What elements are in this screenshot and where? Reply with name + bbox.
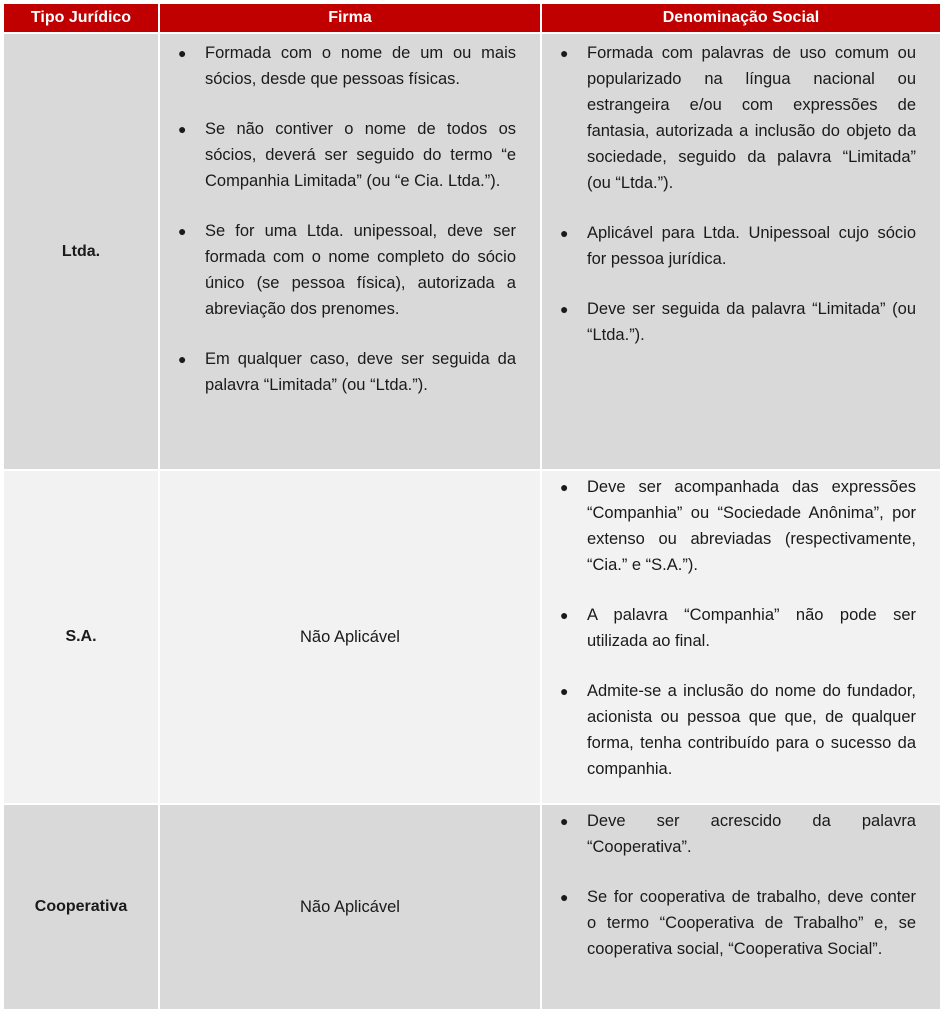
list-item-text: Formada com palavras de uso comum ou popularizado na língua nacional ou estrangeira e/ou com expressões de fantasia, autorizada a inclusão do objeto da sociedade, seguido da palavra “Limitada” (ou “Ltda.”). (587, 44, 916, 192)
header-tipo-juridico: Tipo Jurídico (4, 4, 160, 34)
bullet-icon: ● (178, 121, 187, 137)
list-item (160, 346, 540, 398)
list-item-text: Se não contiver o nome de todos os sócios, deverá ser seguido do termo “e Companhia Limitada” (ou “e Cia. Ltda.”). (205, 120, 516, 190)
list-item-text: Aplicável para Ltda. Unipessoal cujo sócio for pessoa jurídica. (587, 224, 916, 268)
list-item-text: Deve ser acompanhada das expressões “Companhia” ou “Sociedade Anônima”, por extenso ou abreviadas (respectivamente, “Cia.” e “S.A.”). (587, 478, 916, 574)
bullet-icon: ● (178, 351, 187, 367)
list-item (160, 40, 540, 92)
list-item-text: Deve ser acrescido da palavra “Cooperativa”. (587, 812, 916, 856)
header-row (4, 4, 940, 34)
list-item (542, 474, 940, 578)
list-item-text: Formada com o nome de um ou mais sócios, desde que pessoas físicas. (205, 44, 516, 88)
legal-types-table (4, 4, 940, 1011)
list-item-text: Se for cooperativa de trabalho, deve conter o termo “Cooperativa de Trabalho” e, se cooperativa social, “Cooperativa Social”. (587, 888, 916, 958)
list-item (542, 602, 940, 654)
list-item (160, 116, 540, 194)
tipo-cell: Ltda. (4, 34, 160, 471)
header-firma: Firma (160, 4, 542, 34)
bullet-icon: ● (560, 683, 569, 699)
bullet-icon: ● (178, 223, 187, 239)
denominacao-list (542, 808, 940, 962)
list-item (542, 808, 940, 860)
list-item (542, 40, 940, 196)
list-item-text: Deve ser seguida da palavra “Limitada” (ou “Ltda.”). (587, 300, 916, 344)
table-row-cooperativa (4, 805, 940, 1011)
list-item (160, 218, 540, 322)
denominacao-list (542, 474, 940, 782)
bullet-icon: ● (178, 45, 187, 61)
list-item (542, 678, 940, 782)
header-denominacao-social: Denominação Social (542, 4, 940, 34)
tipo-cell: Cooperativa (4, 805, 160, 1011)
firma-cell: Não Aplicável (160, 805, 542, 1011)
bullet-icon: ● (560, 607, 569, 623)
bullet-icon: ● (560, 813, 569, 829)
list-item (542, 884, 940, 962)
firma-list (160, 40, 540, 398)
list-item (542, 220, 940, 272)
denominacao-cell (542, 471, 940, 805)
table-row-sa (4, 471, 940, 805)
denominacao-list (542, 40, 940, 348)
bullet-icon: ● (560, 479, 569, 495)
bullet-icon: ● (560, 225, 569, 241)
firma-cell: Não Aplicável (160, 471, 542, 805)
tipo-cell: S.A. (4, 471, 160, 805)
denominacao-cell (542, 34, 940, 471)
list-item-text: A palavra “Companhia” não pode ser utilizada ao final. (587, 606, 916, 650)
list-item (542, 296, 940, 348)
bullet-icon: ● (560, 889, 569, 905)
list-item-text: Admite-se a inclusão do nome do fundador, acionista ou pessoa que que, de qualquer forma, tenha contribuído para o sucesso da companhia. (587, 682, 916, 778)
bullet-icon: ● (560, 45, 569, 61)
firma-cell (160, 34, 542, 471)
bullet-icon: ● (560, 301, 569, 317)
table-row-ltda (4, 34, 940, 471)
list-item-text: Se for uma Ltda. unipessoal, deve ser formada com o nome completo do sócio único (se pessoa física), autorizada a abreviação dos prenomes. (205, 222, 516, 318)
denominacao-cell (542, 805, 940, 1011)
list-item-text: Em qualquer caso, deve ser seguida da palavra “Limitada” (ou “Ltda.”). (205, 350, 516, 394)
